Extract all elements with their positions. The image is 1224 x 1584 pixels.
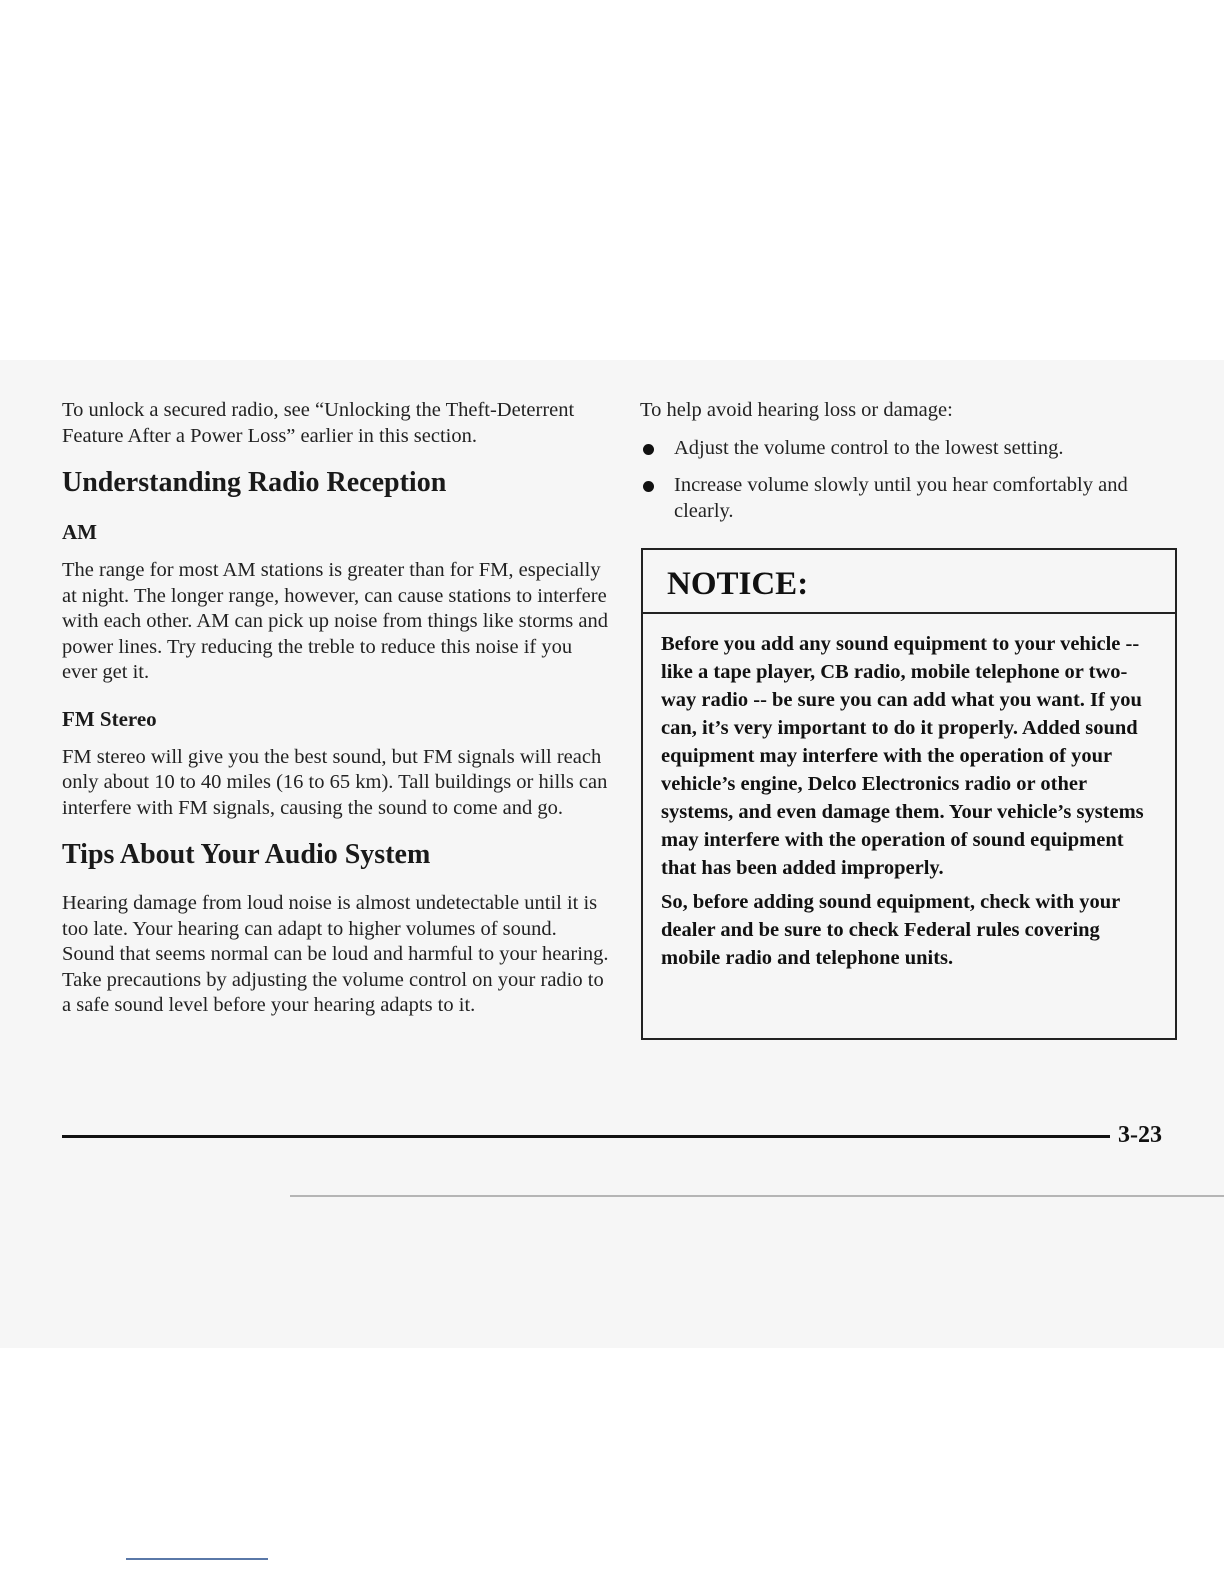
list-item-text: Adjust the volume control to the lowest setting.: [674, 436, 1064, 459]
bullet-icon: [643, 481, 654, 492]
am-paragraph: The range for most AM stations is greater than for FM, especially at night. The longer range, however, can cause stations to interfere with each other. AM can pick up noise from things like storms and power lines. Try reducing the treble to reduce this noise if you ever get it.: [62, 559, 609, 683]
list-item: [640, 436, 1182, 462]
heading-tips-audio-system: Tips About Your Audio System: [62, 839, 431, 870]
hearing-intro: To help avoid hearing loss or damage:: [640, 399, 953, 421]
notice-box: [641, 548, 1177, 1040]
bullet-icon: [643, 444, 654, 455]
page-number: 3-23: [1118, 1122, 1162, 1148]
left-column: [62, 398, 610, 1019]
notice-title: NOTICE:: [643, 550, 1175, 614]
tips-paragraph: Hearing damage from loud noise is almost undetectable until it is too late. Your hearing can adapt to higher volumes of sound. Sound that seems normal can be loud and harmful to your hearing. Take precautions by adjusting the volume control on your radio to a safe sound level before your hearing adapts to it.: [62, 892, 609, 1016]
secured-radio-intro: To unlock a secured radio, see “Unlocking the Theft-Deterrent Feature After a Power Loss” earlier in this section.: [62, 399, 575, 447]
notice-body: [643, 614, 1175, 972]
scan-edge-line: [290, 1195, 1224, 1197]
right-column: [640, 398, 1182, 536]
heading-understanding-radio-reception: Understanding Radio Reception: [62, 467, 447, 498]
hearing-tips-list: [640, 436, 1182, 525]
fm-paragraph: FM stereo will give you the best sound, but FM signals will reach only about 10 to 40 miles (16 to 65 km). Tall buildings or hills can interfere with FM signals, causing the sound to come and go.: [62, 745, 608, 819]
notice-paragraph-2: So, before adding sound equipment, check with your dealer and be sure to check Federal rules covering mobile radio and telephone units.: [661, 891, 1120, 969]
heading-fm-stereo: FM Stereo: [62, 706, 157, 731]
list-item-text: Increase volume slowly until you hear comfortably and clearly.: [674, 474, 1128, 522]
footer-rule: [62, 1135, 1110, 1138]
heading-am: AM: [62, 520, 97, 544]
bottom-link-mark: [126, 1558, 268, 1560]
spacer: [62, 686, 610, 706]
list-item: [640, 473, 1182, 524]
notice-paragraph-1: Before you add any sound equipment to your vehicle -- like a tape player, CB radio, mobile telephone or two-way radio -- be sure you can add what you want. If you can, it’s very important to do it properly. Added sound equipment may interfere with the operation of your vehicle’s engine, Delco Electronics radio or other systems, and even damage them. Your vehicle’s systems may interfere with the operation of sound equipment that has been added improperly.: [661, 633, 1144, 879]
